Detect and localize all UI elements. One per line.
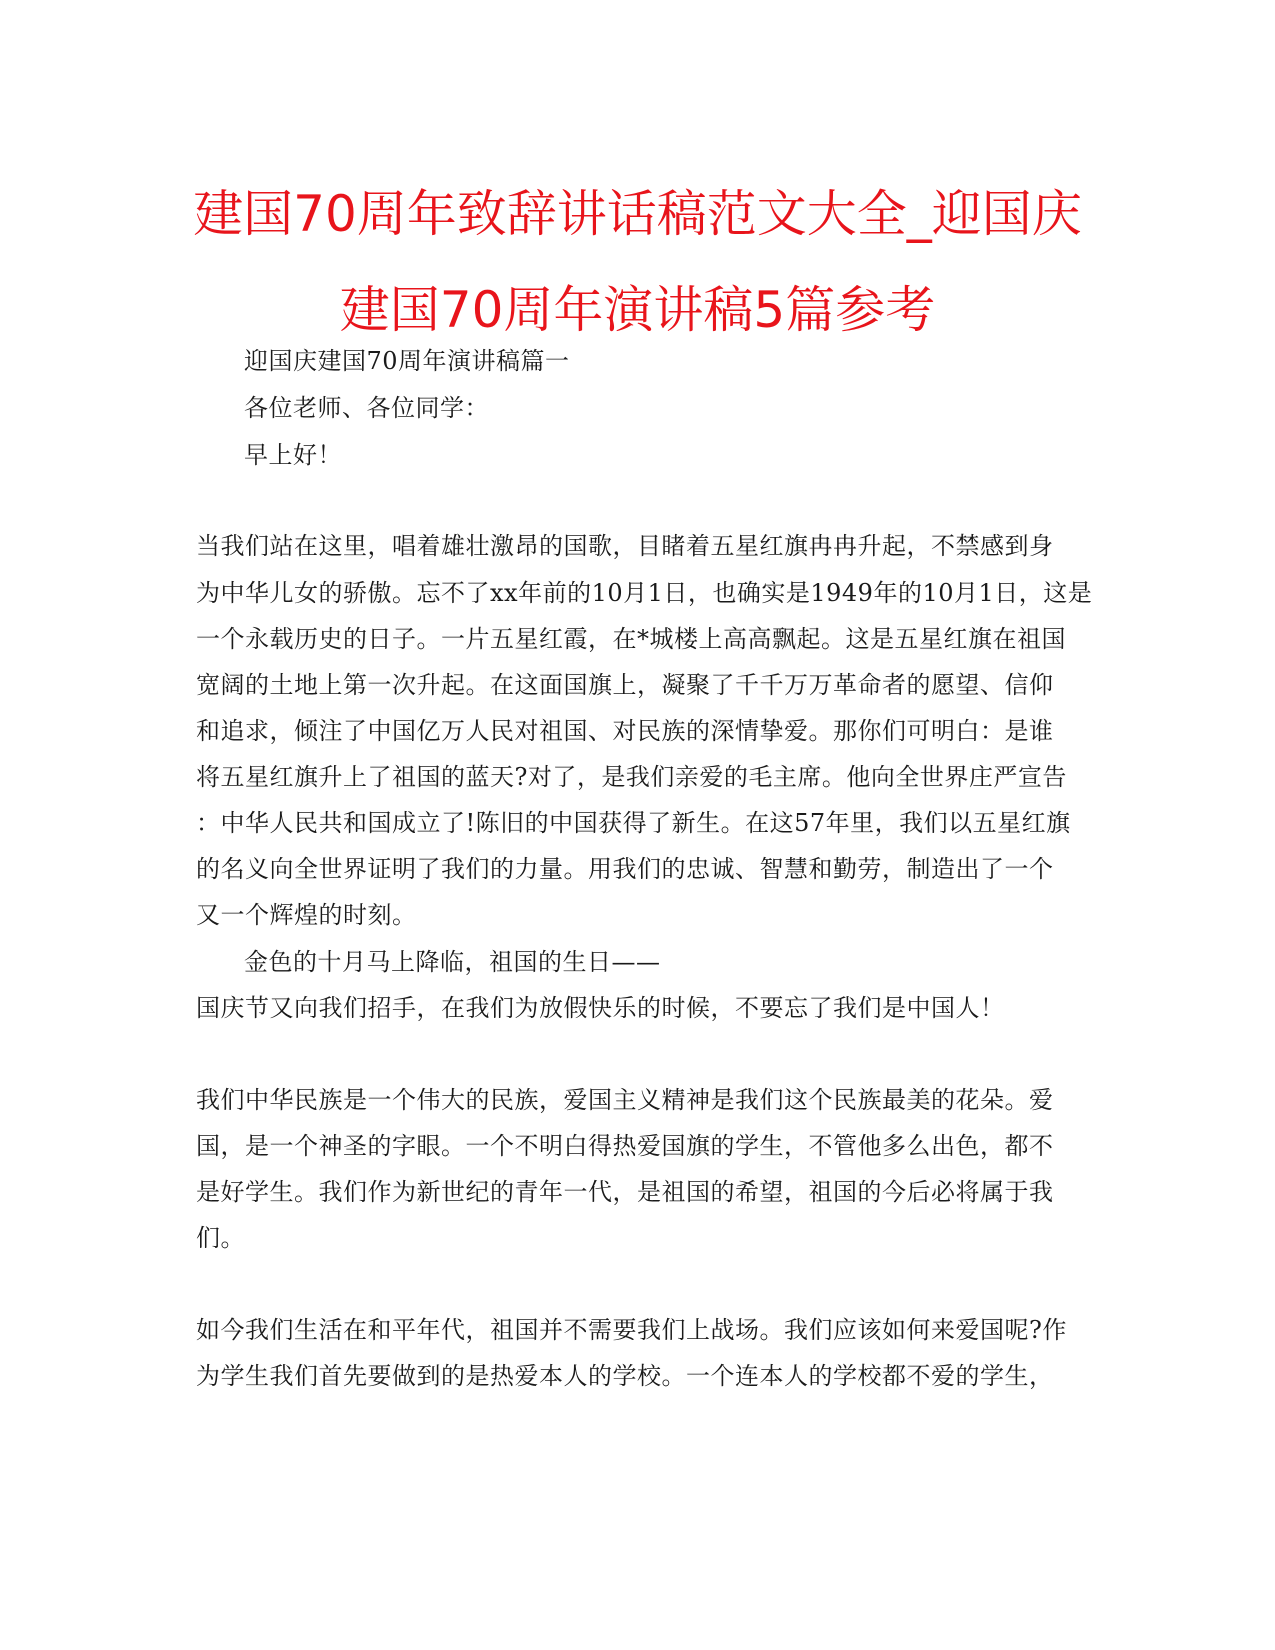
paragraph-3-line: 国，是一个神圣的字眼。一个不明白得热爱国旗的学生，不管他多么出色，都不 bbox=[196, 1132, 1054, 1160]
paragraph-1-line: 又一个辉煌的时刻。 bbox=[196, 901, 417, 929]
paragraph-1-line: 为中华儿女的骄傲。忘不了xx年前的10月1日，也确实是1949年的10月1日，这是 bbox=[196, 579, 1093, 607]
paragraph-3-line: 是好学生。我们作为新世纪的青年一代，是祖国的希望，祖国的今后必将属于我 bbox=[196, 1178, 1054, 1206]
paragraph-4-line: 如今我们生活在和平年代，祖国并不需要我们上战场。我们应该如何来爱国呢?作 bbox=[196, 1316, 1067, 1344]
paragraph-1-line: ：中华人民共和国成立了!陈旧的中国获得了新生。在这57年里，我们以五星红旗 bbox=[196, 809, 1071, 837]
document-title-line-2: 建国70周年演讲稿5篇参考 bbox=[339, 281, 936, 339]
paragraph-1-line: 将五星红旗升上了祖国的蓝天?对了，是我们亲爱的毛主席。他向全世界庄严宣告 bbox=[196, 763, 1067, 791]
document-title-line-1: 建国70周年致辞讲话稿范文大全_迎国庆 bbox=[193, 185, 1082, 243]
salutation: 各位老师、各位同学： bbox=[244, 394, 489, 422]
paragraph-4-line: 为学生我们首先要做到的是热爱本人的学校。一个连本人的学校都不爱的学生， bbox=[196, 1362, 1054, 1390]
greeting: 早上好！ bbox=[244, 441, 342, 469]
paragraph-1-line: 一个永载历史的日子。一片五星红霞，在*城楼上高高飘起。这是五星红旗在祖国 bbox=[196, 625, 1066, 653]
paragraph-1-line: 当我们站在这里，唱着雄壮激昂的国歌，目睹着五星红旗冉冉升起，不禁感到身 bbox=[196, 532, 1054, 560]
paragraph-1-line: 宽阔的土地上第一次升起。在这面国旗上，凝聚了千千万万革命者的愿望、信仰 bbox=[196, 671, 1054, 699]
paragraph-1-line: 的名义向全世界证明了我们的力量。用我们的忠诚、智慧和勤劳，制造出了一个 bbox=[196, 855, 1054, 883]
paragraph-3-line: 我们中华民族是一个伟大的民族，爱国主义精神是我们这个民族最美的花朵。爱 bbox=[196, 1086, 1054, 1114]
paragraph-3-line: 们。 bbox=[196, 1224, 245, 1252]
paragraph-2-first-line: 金色的十月马上降临，祖国的生日—— bbox=[244, 948, 661, 976]
paragraph-2-second-line: 国庆节又向我们招手，在我们为放假快乐的时候，不要忘了我们是中国人！ bbox=[196, 994, 1005, 1022]
paragraph-1-line: 和追求，倾注了中国亿万人民对祖国、对民族的深情挚爱。那你们可明白：是谁 bbox=[196, 717, 1054, 745]
section-heading: 迎国庆建国70周年演讲稿篇一 bbox=[244, 347, 570, 375]
